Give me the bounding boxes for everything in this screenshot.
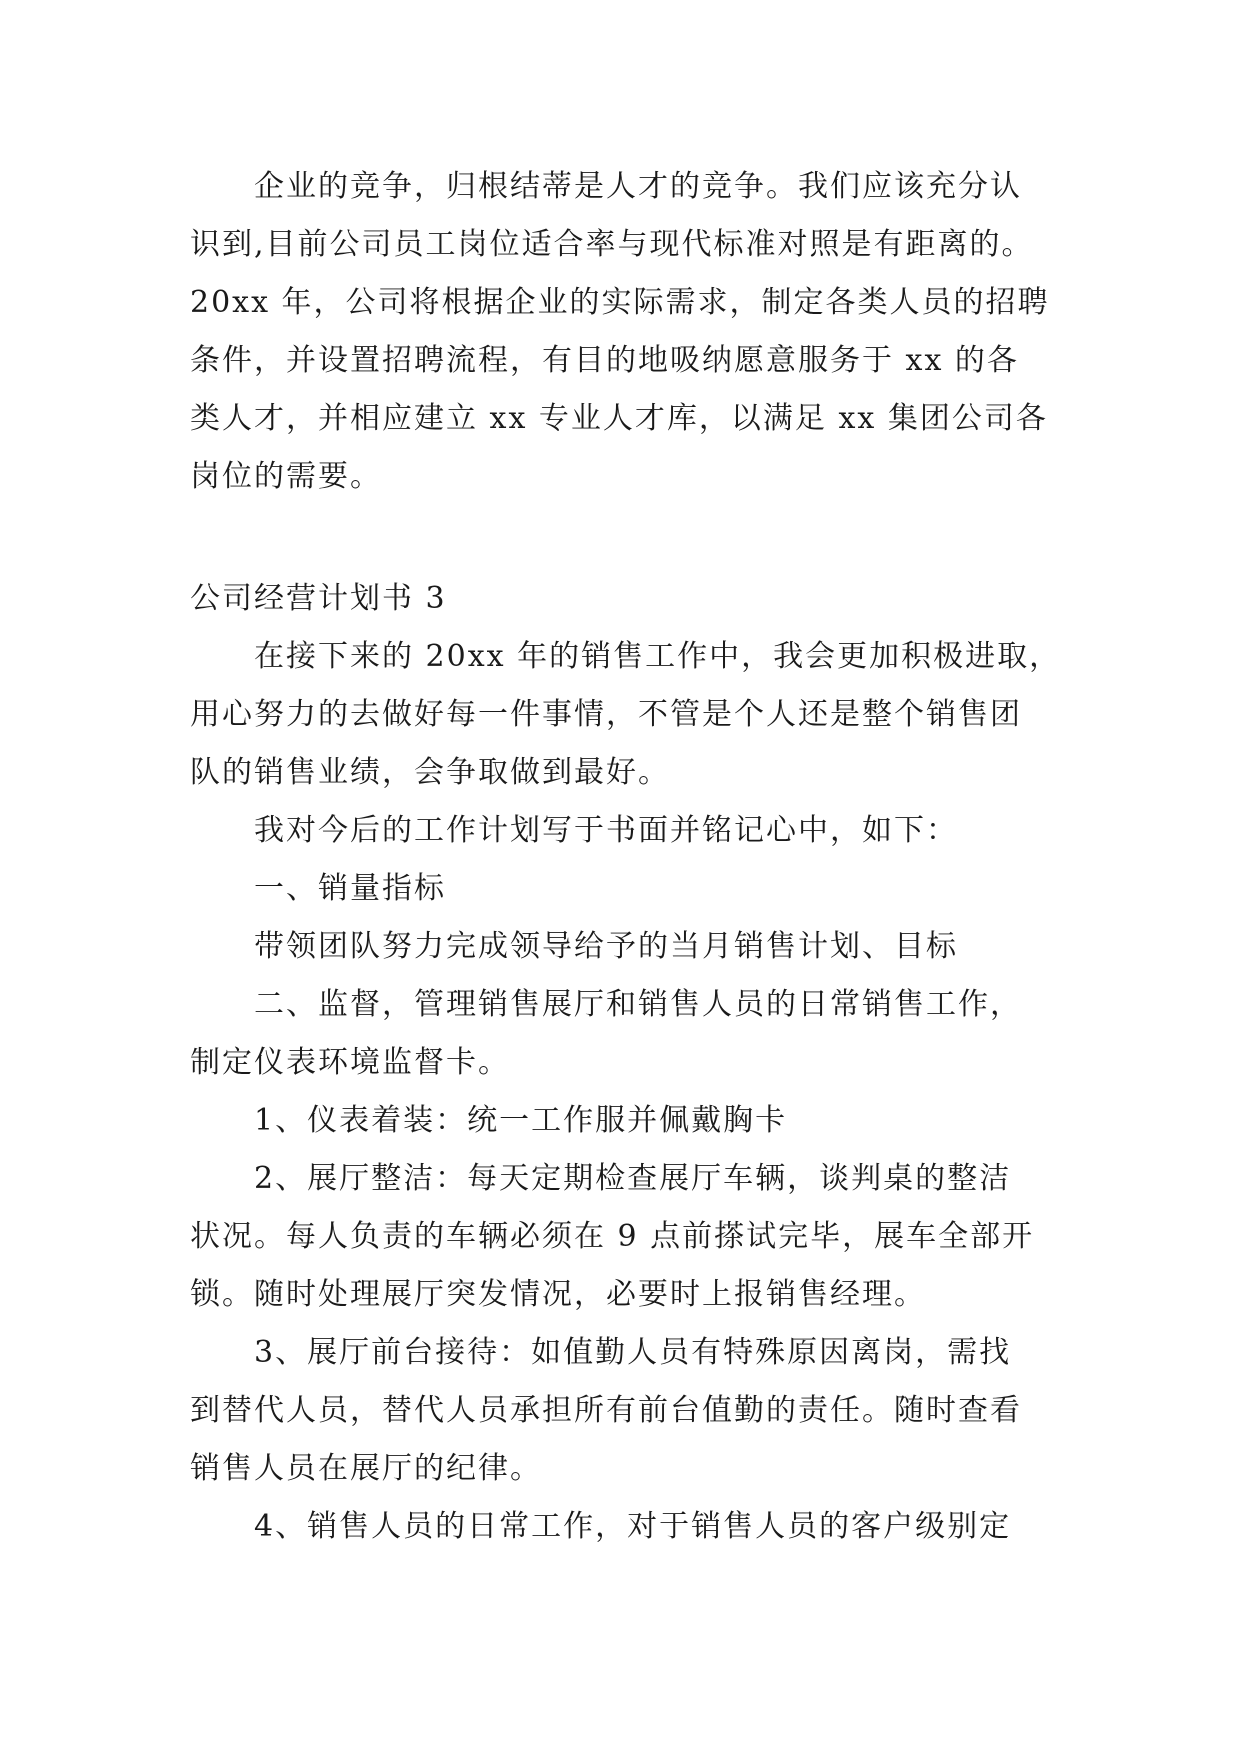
text-line: 类人才，并相应建立 xx 专业人才库，以满足 xx 集团公司各: [190, 401, 1048, 436]
paragraph-talent-competition: [190, 158, 1080, 506]
item-dress-code: [190, 1092, 1080, 1150]
text-line: 销售人员在展厅的纪律。: [190, 1451, 542, 1486]
text-line: 用心努力的去做好每一件事情，不管是个人还是整个销售团: [190, 697, 1022, 732]
text-line: 3、展厅前台接待：如值勤人员有特殊原因离岗，需找: [254, 1335, 1012, 1370]
text-line: 二、监督，管理销售展厅和销售人员的日常销售工作，: [254, 987, 1022, 1022]
paragraph-sales-intro: [190, 628, 1080, 802]
text-line: 2、展厅整洁：每天定期检查展厅车辆，谈判桌的整洁: [254, 1161, 1012, 1196]
text-line: 队的销售业绩，会争取做到最好。: [190, 755, 670, 790]
blank-space: [190, 506, 1080, 570]
document-body: [190, 158, 1080, 1556]
text-line: 制定仪表环境监督卡。: [190, 1045, 510, 1080]
text-line: 岗位的需要。: [190, 459, 382, 494]
section-title: 公司经营计划书 3: [190, 581, 447, 616]
text-line: 企业的竞争，归根结蒂是人才的竞争。我们应该充分认: [254, 169, 1022, 204]
paragraph-team-target: [190, 918, 1080, 976]
text-line: 状况。每人负责的车辆必须在 9 点前搽试完毕，展车全部开: [190, 1219, 1035, 1254]
paragraph-plan-intro: [190, 802, 1080, 860]
text-line: 识到,目前公司员工岗位适合率与现代标准对照是有距离的。: [190, 227, 1034, 262]
text-line: 在接下来的 20xx 年的销售工作中，我会更加积极进取，: [254, 639, 1062, 674]
heading-supervision: [190, 976, 1080, 1092]
heading-sales-target: [190, 860, 1080, 918]
item-showroom-cleanliness: [190, 1150, 1080, 1324]
text-line: 1、仪表着装：统一工作服并佩戴胸卡: [254, 1103, 788, 1138]
item-daily-work: [190, 1498, 1080, 1556]
text-line: 一、销量指标: [254, 871, 446, 906]
text-line: 锁。随时处理展厅突发情况，必要时上报销售经理。: [190, 1277, 926, 1312]
text-line: 带领团队努力完成领导给予的当月销售计划、目标: [254, 929, 958, 964]
item-front-desk: [190, 1324, 1080, 1498]
text-line: 4、销售人员的日常工作，对于销售人员的客户级别定: [254, 1509, 1012, 1544]
text-line: 我对今后的工作计划写于书面并铭记心中，如下：: [254, 813, 958, 848]
text-line: 20xx 年，公司将根据企业的实际需求，制定各类人员的招聘: [190, 285, 1050, 320]
text-line: 到替代人员，替代人员承担所有前台值勤的责任。随时查看: [190, 1393, 1022, 1428]
text-line: 条件，并设置招聘流程，有目的地吸纳愿意服务于 xx 的各: [190, 343, 1019, 378]
